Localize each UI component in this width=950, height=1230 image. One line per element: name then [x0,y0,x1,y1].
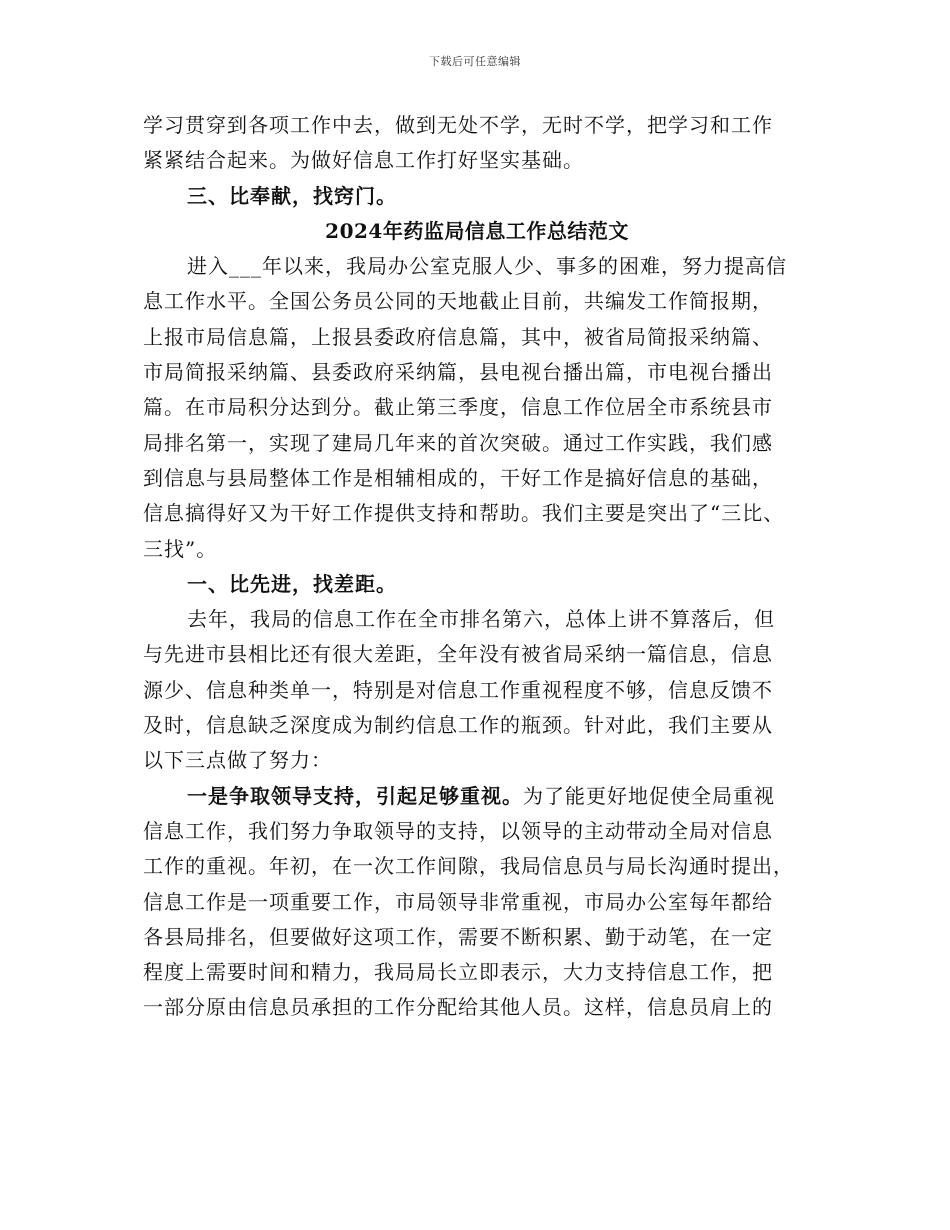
document-title: 2024年药监局信息工作总结范文 [325,218,629,243]
paragraph-line: 信息工作，我们努力争取领导的支持，以领导的主动带动全局对信息 [143,818,773,843]
paragraph-line: 到信息与县局整体工作是相辅相成的，干好工作是搞好信息的基础， [143,465,773,490]
paragraph-line: 以下三点做了努力： [143,748,332,773]
paragraph-line: 信息工作是一项重要工作，市局领导非常重视，市局办公室每年都给 [143,889,773,914]
paragraph-line: 上报市局信息篇，上报县委政府信息篇，其中，被省局简报采纳篇、 [143,324,773,349]
paragraph-line: 紧紧结合起来。为做好信息工作打好坚实基础。 [143,148,584,173]
section-heading: 一、比先进，找差距。 [187,571,397,596]
document-body [143,108,811,1026]
section-heading: 三、比奉献，找窍门。 [187,183,397,208]
paragraph-line: 进入___年以来，我局办公室克服人少、事多的困难，努力提高信 [187,254,787,279]
paragraph-line: 工作的重视。年初，在一次工作间隙，我局信息员与局长沟通时提出， [143,854,794,879]
paragraph-line: 及时，信息缺乏深度成为制约信息工作的瓶颈。针对此，我们主要从 [143,713,773,738]
paragraph-line: 一部分原由信息员承担的工作分配给其他人员。这样，信息员肩上的 [143,995,773,1020]
paragraph-line [143,779,811,814]
paragraph-line: 市局简报采纳篇、县委政府采纳篇，县电视台播出篇，市电视台播出 [143,360,773,385]
page-header: 下载后可任意编辑 [429,55,521,68]
paragraph-line: 篇。在市局积分达到分。截止第三季度，信息工作位居全市系统县市 [143,395,773,420]
paragraph-line: 学习贯穿到各项工作中去，做到无处不学，无时不学，把学习和工作 [143,113,773,137]
paragraph-line: 去年，我局的信息工作在全市排名第六，总体上讲不算落后，但 [187,607,775,632]
paragraph-line: 与先进市县相比还有很大差距，全年没有被省局采纳一篇信息，信息 [143,642,773,667]
bold-lead-phrase: 一是争取领导支持，引起足够重视。 [187,783,523,808]
paragraph-line: 局排名第一，实现了建局几年来的首次突破。通过工作实践，我们感 [143,430,773,455]
paragraph-line: 信息搞得好又为干好工作提供支持和帮助。我们主要是突出了“三比、 [143,501,785,526]
paragraph-line: 源少、信息种类单一，特别是对信息工作重视程度不够，信息反馈不 [143,677,773,702]
paragraph-line-rest: 为了能更好地促使全局重视 [523,783,775,808]
paragraph-line: 程度上需要时间和精力，我局局长立即表示，大力支持信息工作，把 [143,960,773,985]
paragraph-line: 三找”。 [143,536,218,561]
paragraph-line: 各县局排名，但要做好这项工作，需要不断积累、勤于动笔，在一定 [143,924,773,949]
paragraph-line: 息工作水平。全国公务员公同的天地截止目前，共编发工作简报期， [143,289,773,314]
